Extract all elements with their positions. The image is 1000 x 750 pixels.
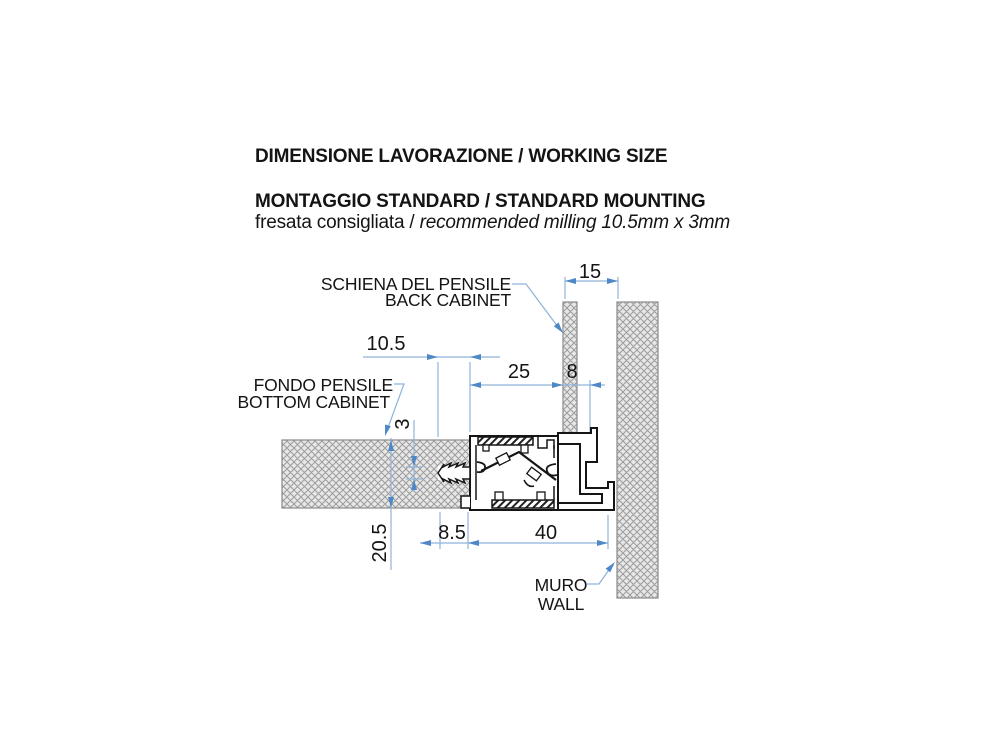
arrow — [565, 278, 576, 284]
flange-tooth — [537, 492, 545, 500]
title-standard-mounting: MONTAGGIO STANDARD / STANDARD MOUNTING — [255, 191, 706, 212]
dim-8-5: 8.5 — [438, 522, 466, 544]
subtitle-milling-it: fresata consigliata / — [255, 212, 420, 233]
arrow — [420, 540, 431, 546]
dim-25: 25 — [507, 361, 531, 383]
subtitle-milling-en: recommended milling 10.5mm x 3mm — [419, 212, 730, 233]
leader-arrow — [606, 562, 615, 572]
label-bottom-cabinet-it: FONDO PENSILE — [253, 375, 393, 395]
arrow — [552, 382, 563, 388]
top-flange — [478, 437, 533, 445]
bottom-left-step — [461, 496, 470, 508]
label-back-cabinet-en: BACK CABINET — [385, 290, 511, 310]
arrow — [597, 540, 608, 546]
flange-tooth — [483, 445, 489, 451]
label-back-cabinet-it: SCHIENA DEL PENSILE — [320, 274, 511, 294]
wall-hook-arm — [558, 428, 614, 510]
dimension-arrows — [385, 278, 618, 572]
arrow — [427, 354, 438, 360]
dim-40: 40 — [534, 522, 558, 544]
label-wall-en: WALL — [537, 594, 585, 614]
flange-tooth — [495, 492, 503, 500]
arrow — [590, 382, 601, 388]
dim-8: 8 — [566, 361, 578, 383]
label-wall-it: MURO — [534, 575, 588, 595]
wall-panel — [617, 302, 658, 598]
flange-tooth — [521, 445, 528, 453]
bottom-flange — [492, 500, 554, 508]
arrow — [470, 382, 481, 388]
dim-10-5: 10.5 — [366, 333, 406, 355]
label-bottom-cabinet-en: BOTTOM CABINET — [237, 392, 390, 412]
arrow — [468, 540, 479, 546]
dim-15: 15 — [578, 261, 602, 283]
leader-back-cabinet — [512, 284, 561, 331]
arrow — [607, 278, 618, 284]
arrow — [470, 354, 481, 360]
leader-arrow — [385, 425, 391, 437]
title-working-size: DIMENSIONE LAVORAZIONE / WORKING SIZE — [255, 146, 668, 167]
dim-20-5: 20.5 — [369, 523, 391, 563]
dim-3: 3 — [392, 418, 414, 430]
